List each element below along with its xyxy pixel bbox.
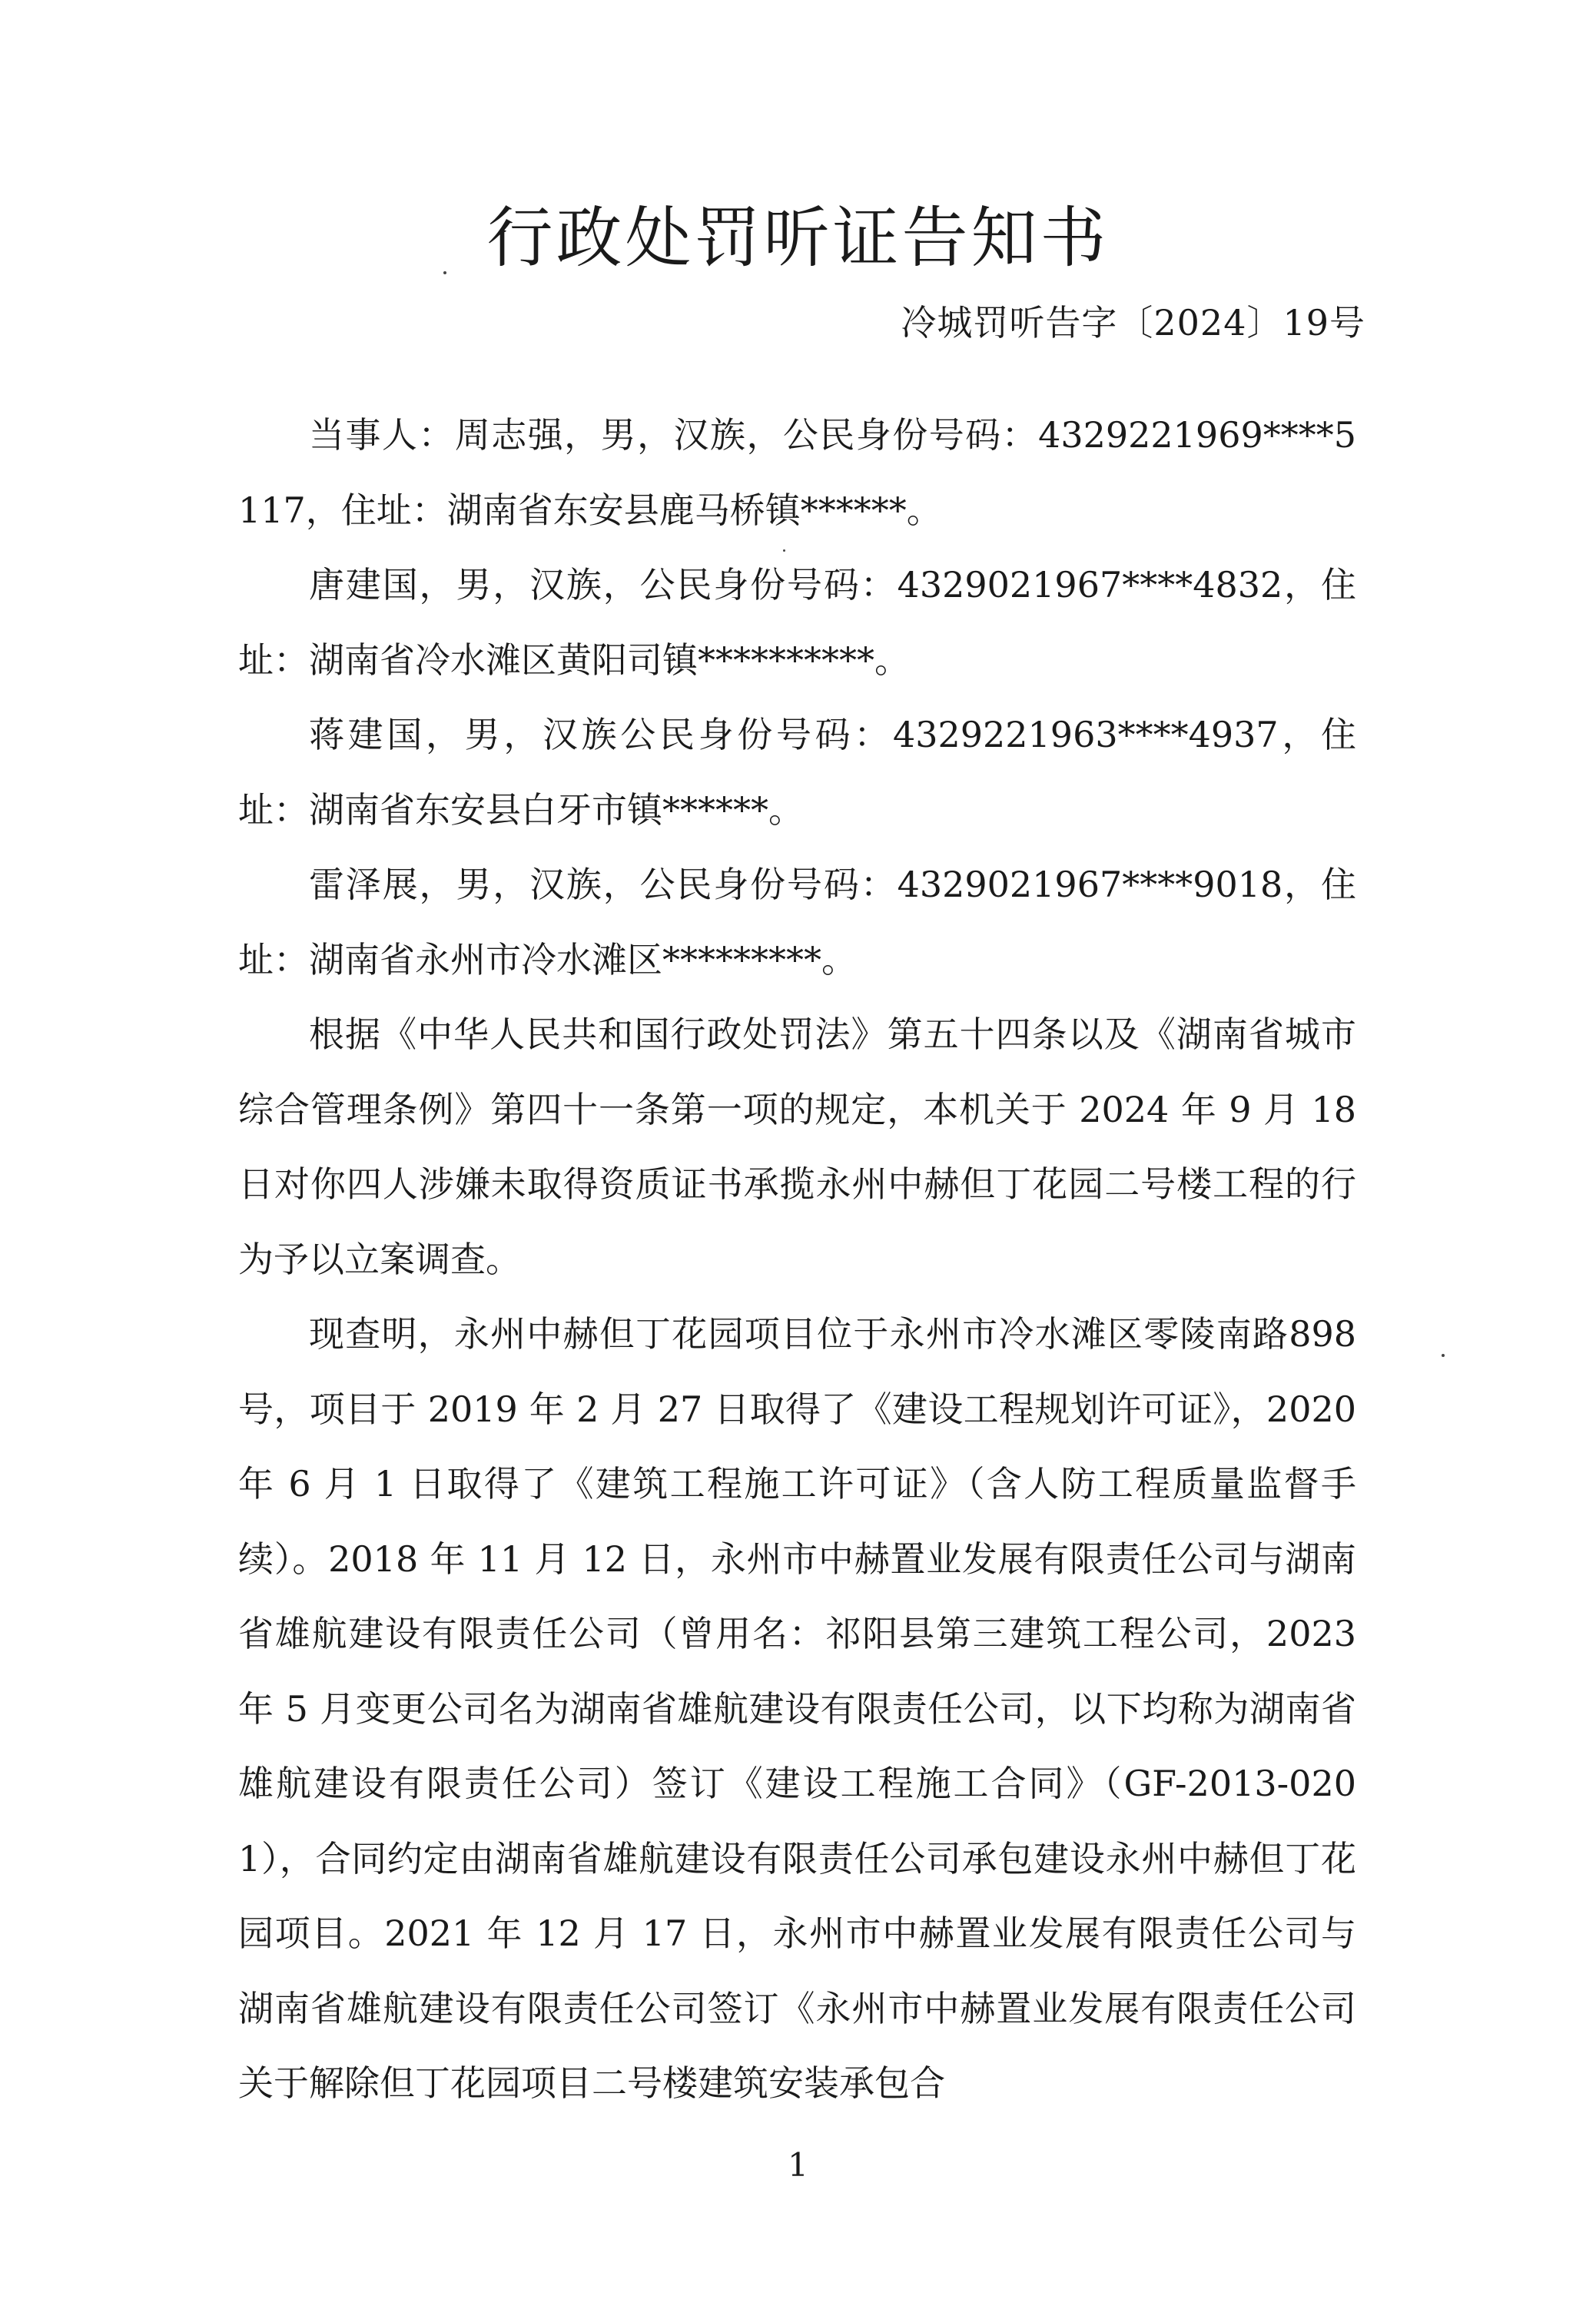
findings-paragraph: 现查明，永州中赫但丁花园项目位于永州市冷水滩区零陵南路898号，项目于 2019 年 2 月 27 日取得了《建设工程规划许可证》，2020 年 6 月 1 日取得了《建筑工程施工许可证》（含人防工程质量监督手续）。2018 年 11 月 12 日，永州市中赫置业发展有限责任公司与湖南省雄航建设有限责任公司（曾用名：祁阳县第三建筑工程公司，2023 年 5 月变更公司名为湖南省雄航建设有限责任公司，以下均称为湖南省雄航建设有限责任公司）签订《建设工程施工合同》（GF-2013-0201），合同约定由湖南省雄航建设有限责任公司承包建设永州中赫但丁花园项目。2021 年 12 月 17 日，永州市中赫置业发展有限责任公司与湖南省雄航建设有限责任公司签订《永州市中赫置业发展有限责任公司关于解除但丁花园项目二号楼建筑安装承包合: [238, 1313, 1356, 2104]
document-title: 行政处罚听证告知书: [486, 200, 1110, 277]
party-jiang-paragraph: 蒋建国，男，汉族公民身份号码：4329221963****4937，住址：湖南省东安县白牙市镇******。: [238, 714, 1356, 831]
party-zhou-paragraph: 当事人：周志强，男，汉族，公民身份号码：4329221969****5117，住址：湖南省东安县鹿马桥镇******。: [238, 414, 1356, 531]
document-body: [238, 398, 1356, 2122]
page-number: 1: [788, 2146, 808, 2184]
party-lei-paragraph: 雷泽展，男，汉族，公民身份号码：4329021967****9018，住址：湖南省永州市冷水滩区*********。: [238, 864, 1356, 980]
party-tang-paragraph: 唐建国，男，汉族，公民身份号码：4329021967****4832，住址：湖南省冷水滩区黄阳司镇**********。: [238, 564, 1356, 681]
scan-speck: [783, 549, 785, 552]
document-number: 冷城罚听告字〔2024〕19号: [901, 302, 1365, 343]
scan-speck: [1442, 1354, 1445, 1357]
scan-speck: [443, 271, 446, 274]
legal-basis-paragraph: 根据《中华人民共和国行政处罚法》第五十四条以及《湖南省城市综合管理条例》第四十一条第一项的规定，本机关于 2024 年 9 月 18 日对你四人涉嫌未取得资质证书承揽永州中赫但丁花园二号楼工程的行为予以立案调查。: [238, 1014, 1356, 1280]
